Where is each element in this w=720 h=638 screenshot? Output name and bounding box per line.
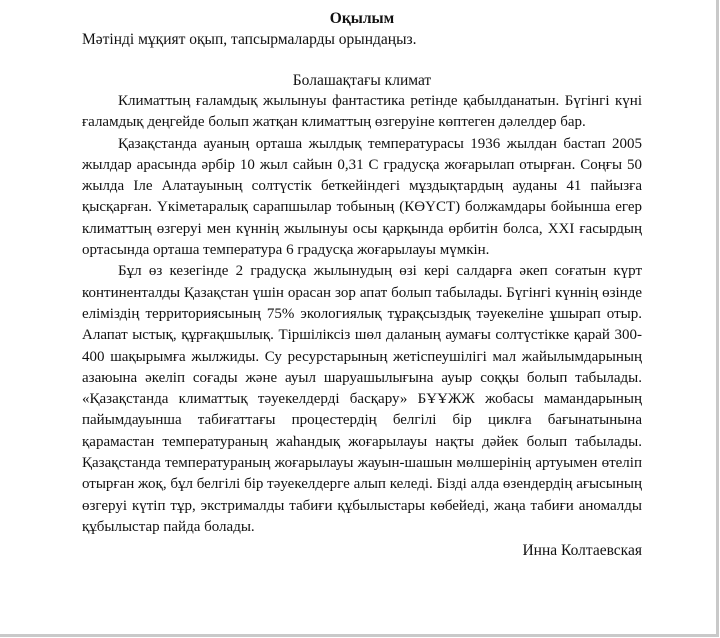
section-heading: Оқылым (329, 10, 395, 27)
text-title: Болашақтағы климат (292, 72, 432, 89)
instruction-text: Мәтінді мұқият оқып, тапсырмаларды орындаңыз. (82, 31, 417, 48)
paragraph-1: Климаттың ғаламдық жылынуы фантастика ретінде қабылданатын. Бүгінгі күні ғаламдық деңгейде болып жатқан климаттың өзгеруіне көптеген дәлелдер бар. (82, 93, 642, 131)
author-name: Инна Колтаевская (522, 542, 642, 560)
document-body (82, 8, 642, 561)
paragraph-3: Бұл өз кезегінде 2 градусқа жылынудың өзі кері салдарға әкеп соғатын күрт континенталды Қазақстан үшін орасан зор апат болып табылады. Бүгінгі күннің өзінде еліміздің территориясының 75% экологиялық тұрақсыздық тәуекеліне ұшырап отыр. Алапат ыстық, құрғақшылық. Тіршіліксіз шөл даланың аумағы солтүстікке қарай 300-400 шақырымға жылжиды. Су ресурстарының жетіспеушілігі мал жайылымдарының азаюына әкеліп соғады және ауыл шаруашылығына ауыр соққы болып табылады. «Қазақстанда климаттық тәуекелдерді басқару» БҰҰЖЖ жобасы мамандарының пайымдауынша табиғаттағы процестердің белгілі бір циклға бағынатынына қарамастан температураның жаһандық жоғарылауы нақты дәйек болып табылады. Қазақстанда температураның жоғарылауы жауын-шашын мөлшерінің артуымен өтеліп отырған жоқ, бұл белгілі бір тәуекелдерге алып келеді. Бізді алда өзендердің ағысының өзгеруі күтіп тұр, экстрималды табиғи құбылыстары көбейеді, жаңа табиғи аномалды құбылыстар пайда болады. (82, 263, 642, 535)
paragraph-2: Қазақстанда ауаның орташа жылдық температурасы 1936 жылдан бастап 2005 жылдар арасында әрбір 10 жыл сайын 0,31 С градусқа жоғарылап отырған. Соңғы 50 жылда Іле Алатауының солтүстік беткейіндегі мұздықтардың ауданы 41 пайызға қысқарған. Үкіметаралық сарапшылар тобының (КӨҮСТ) болжамдары бойынша егер климаттың өзгеруі мен күннің жылынуы осы қарқында өрбитін болса, XXI ғасырдың ортасында орташа температура 6 градусқа жоғарылауы мүмкін. (82, 135, 642, 259)
